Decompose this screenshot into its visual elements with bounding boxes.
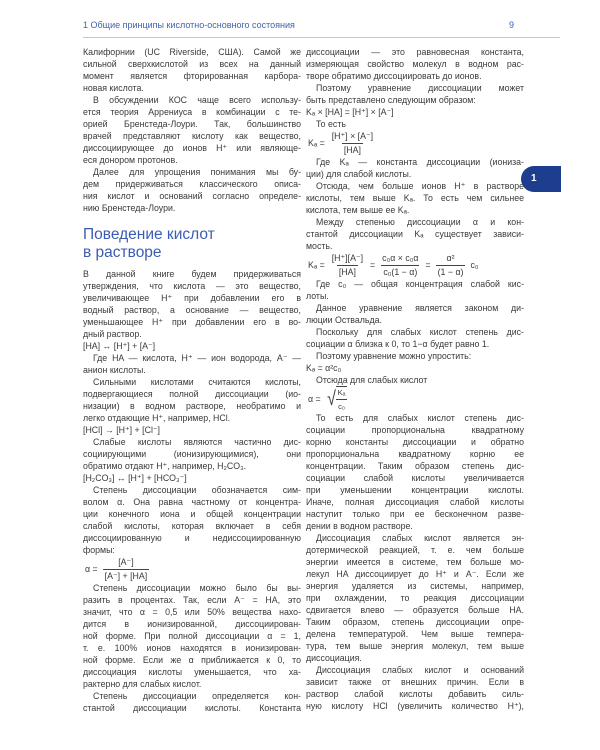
fraction: [330, 131, 375, 156]
text-line: ется теория Аррениуса в комбинации с те-: [83, 107, 301, 117]
text-line: врачей представляют кислоту как вещество,: [83, 131, 301, 141]
paragraph: [306, 532, 524, 664]
text-line: дится в ионизированной, диссоциирован-: [83, 619, 301, 629]
text-line: Отсюда для слабых кислот: [316, 375, 428, 385]
text-line: новая кислота.: [83, 83, 144, 93]
text-line: измеряющая свойство молекул в водном рас-: [306, 59, 524, 69]
text-line: мость.: [306, 241, 333, 251]
paragraph: [306, 374, 524, 386]
numerator: [A⁻]: [118, 556, 134, 567]
text-line: орией Бренстеда-Лоури. Так, большинство: [83, 119, 301, 129]
text-line: энергия удаляется из системы, например,: [306, 581, 524, 591]
text-line: кислота, тем выше ее Kₐ.: [306, 205, 410, 215]
text-line: ную кислоту HCl (увеличить количество H⁺),: [306, 701, 524, 711]
text-line: корню константы диссоциации и обратно: [306, 437, 524, 447]
text-line: диссоциированную и недиссоциированную: [83, 533, 301, 543]
paragraph: [306, 46, 524, 82]
paragraph: [306, 82, 524, 106]
equation-term: α =: [308, 394, 321, 404]
page-number: 9: [509, 20, 515, 30]
text-line: кислоты, тем выше Kₐ. То есть чем сильнее: [306, 193, 524, 203]
text-line: в растворе: [83, 244, 162, 261]
numerator: c₀α × c₀α: [382, 252, 419, 263]
text-line: Калифорнии (UC Riverside, США). Самой же: [83, 47, 301, 57]
paragraph: [306, 326, 524, 350]
text-line: социации слабой кислоты увеличивается: [306, 473, 524, 483]
equation: [306, 130, 524, 156]
paragraph: [83, 690, 301, 714]
text-line: энергии имеется в системе, тем больше мо-: [306, 557, 524, 567]
equation: [306, 386, 524, 412]
paragraph: [83, 46, 301, 94]
paragraph: [83, 376, 301, 424]
text-line: социации α близка к 0, то 1−α будет равно 1.: [306, 339, 490, 349]
text-line: тура, тем выше энергия молекул, тем выше: [306, 641, 524, 651]
formula: [H₂CO₃] ↔ [H⁺] + [HCO₃⁻]: [83, 473, 187, 483]
text-line: творе обратимо диссоциировать до ионов.: [306, 71, 482, 81]
text-line: увеличивающее H⁺ при добавлении его в: [83, 293, 301, 303]
text-line: нию Бренстеда-Лоури.: [83, 203, 176, 213]
text-line: при охлаждении, то реакция диссоциации: [306, 593, 524, 603]
square-root: [326, 386, 351, 412]
fraction: [336, 386, 348, 412]
text-line: быть представлено следующим образом:: [306, 95, 476, 105]
text-line: стантой диссоциации кислоты. Константа: [83, 703, 301, 713]
text-line: ции) для слабой кислоты.: [306, 169, 412, 179]
text-line: сильной сверхкислотой из всех на данный: [83, 59, 301, 69]
text-line: анион кислоты.: [83, 365, 146, 375]
text-line: Степень диссоциации можно было бы вы-: [93, 583, 301, 593]
chapter-tab: 1: [521, 166, 561, 192]
fraction: [103, 557, 150, 582]
paragraph: [306, 156, 524, 180]
text-line: еся донором протонов.: [83, 155, 178, 165]
text-line: Между степенью диссоциации α и кон-: [316, 217, 524, 227]
denominator: [HA]: [338, 266, 356, 277]
text-line: формы:: [83, 545, 115, 555]
paragraph: [83, 582, 301, 690]
section-heading: [83, 226, 301, 262]
equation-term: =: [425, 260, 431, 270]
text-line: слабой кислоты, которая включает в себя: [83, 521, 301, 531]
text-line: Где c₀ — общая концентрация слабой кис-: [316, 279, 524, 289]
paragraph: [306, 664, 524, 712]
text-line: Поведение кислот: [83, 226, 215, 243]
text-line: дный раствор.: [83, 329, 142, 339]
denominator: (1 − α): [437, 266, 464, 277]
text-line: ции конечного иона и общей концентрации: [83, 509, 301, 519]
text-line: дотермической реакцией, т. е. чем больше: [306, 545, 524, 555]
paragraph: [306, 118, 524, 130]
numerator: [H⁺][A⁻]: [331, 252, 364, 263]
text-line: ния кислот и оснований согласно определе-: [83, 191, 301, 201]
text-line: То есть для слабых кислот степень дис-: [316, 413, 524, 423]
paragraph: [83, 94, 301, 166]
text-line: социирующими (ионизирующимися), они: [83, 449, 301, 459]
text-line: лоты.: [306, 291, 329, 301]
denominator: c₀(1 − α): [383, 266, 418, 277]
denominator: [HA]: [343, 144, 361, 155]
denominator: [A⁻] + [HA]: [104, 570, 148, 581]
paragraph: [83, 436, 301, 472]
text-line: Поскольку для слабых кислот степень дис-: [316, 327, 524, 337]
text-line: Где Kₐ — константа диссоциации (иониза-: [316, 157, 524, 167]
header-divider: [83, 37, 560, 38]
text-line: Степень диссоциации определяется кон-: [93, 691, 301, 701]
text-line: подвергающиеся полной диссоциации (ио-: [83, 389, 301, 399]
numerator: α²: [446, 252, 455, 263]
text-line: В данной книге будем придерживаться: [83, 269, 301, 279]
running-header-title: 1 Общие принципы кислотно-основного состояния: [83, 20, 295, 30]
fraction: [436, 253, 466, 278]
text-line: ной форме. При полной диссоциации α = 1,: [83, 631, 301, 641]
paragraph: [83, 268, 301, 340]
paragraph: [83, 166, 301, 214]
text-line: утверждения, что кислота — это вещество,: [83, 281, 301, 291]
text-line: Таким образом, степень диссоциации опре-: [306, 617, 524, 627]
text-line: разить в процентах. Так, если A⁻ = HA, это: [83, 595, 301, 605]
paragraph: [306, 350, 524, 362]
text-line: Диссоциация слабых кислот является эн-: [316, 533, 524, 543]
denominator: c₀: [336, 399, 347, 412]
text-line: Слабые кислоты являются частично дис-: [93, 437, 301, 447]
paragraph: [306, 412, 524, 532]
text-line: сдвигается влево — образуется больше HA.: [306, 605, 524, 615]
text-line: В обсуждении КОС чаще всего использу-: [93, 95, 301, 105]
paragraph: [306, 216, 524, 252]
text-line: люции Оствальда.: [306, 315, 382, 325]
text-line: легко отдающие H⁺, например, HCl.: [83, 413, 231, 423]
equation-term: α =: [85, 564, 98, 574]
text-line: волом α. Она равна частному от концентра-: [83, 497, 301, 507]
formula: Kₐ = α²c₀: [306, 363, 342, 373]
text-line: стантой диссоциации Kₐ существует зависи-: [306, 229, 524, 239]
paragraph: [306, 278, 524, 302]
equation: [306, 252, 524, 278]
numerator: [H⁺] × [A⁻]: [331, 130, 374, 141]
fraction: [380, 253, 420, 278]
text-line: зависит также от внешних причин. Если в: [306, 677, 524, 687]
text-line: водный раствор, а основание — вещество,: [83, 305, 301, 315]
text-line: Данное уравнение является законом ди-: [316, 303, 524, 313]
text-line: раствор слабой кислоты добавить силь-: [306, 689, 524, 699]
text-line: ной форме. Если же α приближается к 0, то: [83, 655, 301, 665]
text-line: значит, что α = 0,5 или 50% вещества нахо-: [83, 607, 301, 617]
text-line: диссоциация кислоты уменьшается, что ха-: [83, 667, 301, 677]
formula: [HCl] → [H⁺] + [Cl⁻]: [83, 425, 160, 435]
text-line: Степень диссоциации обозначается сим-: [93, 485, 301, 495]
equation-term: c₀: [470, 260, 479, 270]
equation: [83, 556, 301, 582]
equation-term: Kₐ =: [308, 260, 325, 270]
text-line: Поэтому уравнение диссоциации может: [316, 83, 524, 93]
text-line: Поэтому уравнение можно упростить:: [316, 351, 472, 361]
text-line: Отсюда, чем больше ионов H⁺ в растворе: [316, 181, 524, 191]
text-line: рактерно для слабых кислот.: [83, 679, 202, 689]
equation-term: =: [370, 260, 376, 270]
text-line: диссоциирующее до ионов H⁺ или являюще-: [83, 143, 301, 153]
text-line: Диссоциация слабых кислот и оснований: [316, 665, 524, 675]
text-line: социации пропорциональна квадратному: [306, 425, 524, 435]
text-line: Далее для упрощения понимания мы бу-: [93, 167, 301, 177]
formula: Kₐ × [HA] = [H⁺] × [A⁻]: [306, 107, 394, 117]
text-line: уменьшающее H⁺ при добавлении его в во-: [83, 317, 301, 327]
text-line: То есть: [316, 119, 346, 129]
text-line: при уменьшении концентрации кислоты.: [306, 485, 524, 495]
text-line: дении в водном растворе.: [306, 521, 413, 531]
text-line: момент является фторированная карбора-: [83, 71, 301, 81]
text-line: наступит только при ее бесконечном разве-: [306, 509, 524, 519]
text-line: лекул HA диссоциирует до H⁺ и A⁻. Если же: [306, 569, 524, 579]
numerator: Kₐ: [337, 388, 346, 397]
left-column: [83, 46, 301, 714]
paragraph: [306, 180, 524, 216]
fraction: [330, 253, 365, 278]
text-line: диссоциация.: [306, 653, 362, 663]
paragraph: [83, 352, 301, 376]
text-line: Сильными кислотами считаются кислоты,: [93, 377, 301, 387]
right-column: [306, 46, 524, 712]
text-line: делена температурой. Чем выше темпера-: [306, 629, 524, 639]
text-line: Иначе, полная диссоциация слабой кислоты: [306, 497, 524, 507]
text-line: диссоциации — это равновесная константа,: [306, 47, 524, 57]
formula: [HA] ↔ [H⁺] + [A⁻]: [83, 341, 156, 351]
text-line: пропорциональна квадратному корню ее: [306, 449, 524, 459]
text-line: концентрации. Таким образом степень дис-: [306, 461, 524, 471]
text-line: Где HA — кислота, H⁺ — ион водорода, A⁻ —: [93, 353, 301, 363]
text-line: обратимо отдают H⁺, например, H₂CO₃.: [83, 461, 247, 471]
text-line: дем придерживаться классического описа-: [83, 179, 301, 189]
text-line: т. е. 100% ионов находятся в ионизирован-: [83, 643, 301, 653]
paragraph: [83, 484, 301, 556]
paragraph: [306, 302, 524, 326]
equation-term: Kₐ =: [308, 138, 325, 148]
text-line: низации) в водном растворе, необратимо и: [83, 401, 301, 411]
radical-sign-icon: √: [326, 388, 336, 410]
